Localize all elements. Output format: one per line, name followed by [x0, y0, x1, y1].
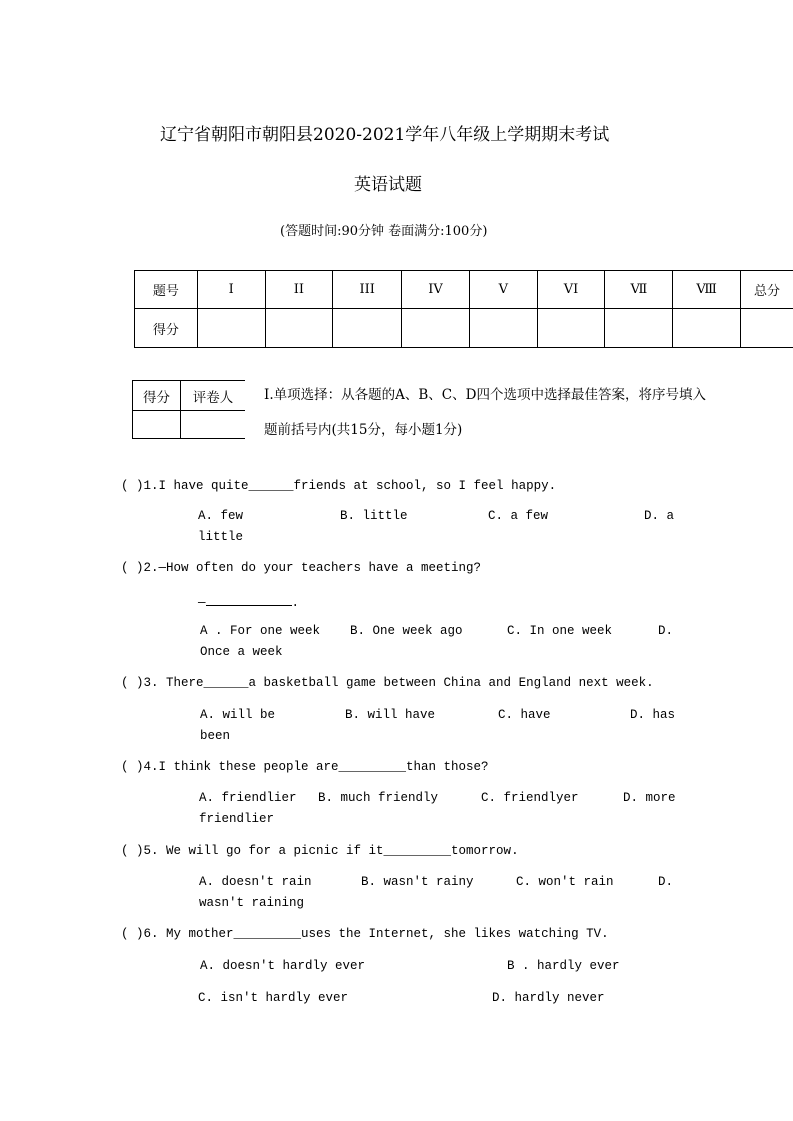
question-5-option-a[interactable]: A. doesn't rain [199, 875, 312, 889]
score-input-cell[interactable] [402, 309, 470, 348]
score-input-cell[interactable] [673, 309, 741, 348]
exam-subtitle: 英语试题 [354, 175, 422, 195]
score-header-cell: III [333, 271, 402, 309]
question-4-option-d[interactable]: D. more [623, 791, 676, 805]
score-header-cell: IV [402, 271, 470, 309]
question-5-option-b[interactable]: B. wasn't rainy [361, 875, 474, 889]
question-2-option-b[interactable]: B. One week ago [350, 624, 463, 638]
score-input-cell[interactable] [469, 309, 537, 348]
score-table-header-row [135, 271, 793, 309]
exam-info: (答题时间:90分钟 卷面满分:100分) [280, 224, 488, 239]
score-header-cell: II [265, 271, 333, 309]
question-1-option-d-cont: little [198, 530, 244, 544]
question-6-option-a[interactable]: A. doesn't hardly ever [200, 959, 366, 973]
question-6-stem: ( )6. My mother_________uses the Internet, she likes watching TV. [121, 927, 609, 941]
answer-dash: — [198, 596, 206, 610]
question-2-option-d[interactable]: D. [658, 624, 674, 638]
question-4-option-a[interactable]: A. friendlier [199, 791, 297, 805]
question-4-stem: ( )4.I think these people are_________than those? [121, 760, 489, 774]
question-2-option-c[interactable]: C. In one week [507, 624, 613, 638]
question-6-option-c[interactable]: C. isn't hardly ever [198, 991, 349, 1005]
score-input-cell[interactable] [265, 309, 333, 348]
score-header-cell: Ⅷ [673, 271, 741, 309]
score-input-cell[interactable] [197, 309, 265, 348]
question-3-stem: ( )3. There______a basketball game between China and England next week. [121, 676, 654, 690]
question-3-option-c[interactable]: C. have [498, 708, 551, 722]
exam-title: 辽宁省朝阳市朝阳县2020-2021学年八年级上学期期末考试 [160, 125, 610, 145]
score-header-cell: 总分 [741, 271, 793, 309]
answer-blank[interactable] [206, 592, 292, 606]
question-3-option-d[interactable]: D. has [630, 708, 676, 722]
question-5-option-d[interactable]: D. [658, 875, 674, 889]
question-3-option-a[interactable]: A. will be [200, 708, 276, 722]
question-1-option-c[interactable]: C. a few [488, 509, 549, 523]
score-row-label: 得分 [135, 309, 198, 348]
question-1-stem: ( )1.I have quite______friends at school, so I feel happy. [121, 479, 557, 493]
answer-period: . [291, 596, 300, 610]
question-2-option-d-cont: Once a week [200, 645, 283, 659]
score-header-cell: VI [537, 271, 605, 309]
score-input-cell[interactable] [605, 309, 673, 348]
score-header-cell: 题号 [135, 271, 198, 309]
question-2-stem: ( )2.—How often do your teachers have a meeting? [121, 561, 482, 575]
grader-score-cell[interactable] [133, 411, 181, 439]
question-5-stem: ( )5. We will go for a picnic if it_________tomorrow. [121, 844, 519, 858]
question-4-option-c[interactable]: C. friendlyer [481, 791, 579, 805]
score-input-cell[interactable] [333, 309, 402, 348]
question-5-option-d-cont: wasn't raining [199, 896, 305, 910]
question-1-option-d[interactable]: D. a [644, 509, 675, 523]
question-1-option-b[interactable]: B. little [340, 509, 408, 523]
score-table [134, 270, 793, 348]
question-1-option-a[interactable]: A. few [198, 509, 244, 523]
grader-score-label: 得分 [133, 381, 181, 411]
question-4-option-d-cont: friendlier [199, 812, 275, 826]
question-3-option-d-cont: been [200, 729, 231, 743]
question-6-option-b[interactable]: B . hardly ever [507, 959, 620, 973]
question-2-answer-line[interactable] [198, 592, 299, 610]
score-input-cell[interactable] [741, 309, 793, 348]
question-3-option-b[interactable]: B. will have [345, 708, 436, 722]
question-4-option-b[interactable]: B. much friendly [318, 791, 439, 805]
section-instruction-line1: I.单项选择：从各题的A、B、C、D四个选项中选择最佳答案，将序号填入 [264, 387, 706, 403]
score-header-cell: V [469, 271, 537, 309]
question-5-option-c[interactable]: C. won't rain [516, 875, 614, 889]
score-header-cell: Ⅶ [605, 271, 673, 309]
grader-name-cell[interactable] [181, 411, 246, 439]
section-instruction-line2: 题前括号内(共15分，每小题1分) [264, 422, 463, 438]
score-input-cell[interactable] [537, 309, 605, 348]
score-header-cell: I [197, 271, 265, 309]
score-table-score-row [135, 309, 793, 348]
question-2-option-a[interactable]: A . For one week [200, 624, 321, 638]
grader-name-label: 评卷人 [181, 381, 246, 411]
grader-table [132, 380, 245, 439]
question-6-option-d[interactable]: D. hardly never [492, 991, 605, 1005]
